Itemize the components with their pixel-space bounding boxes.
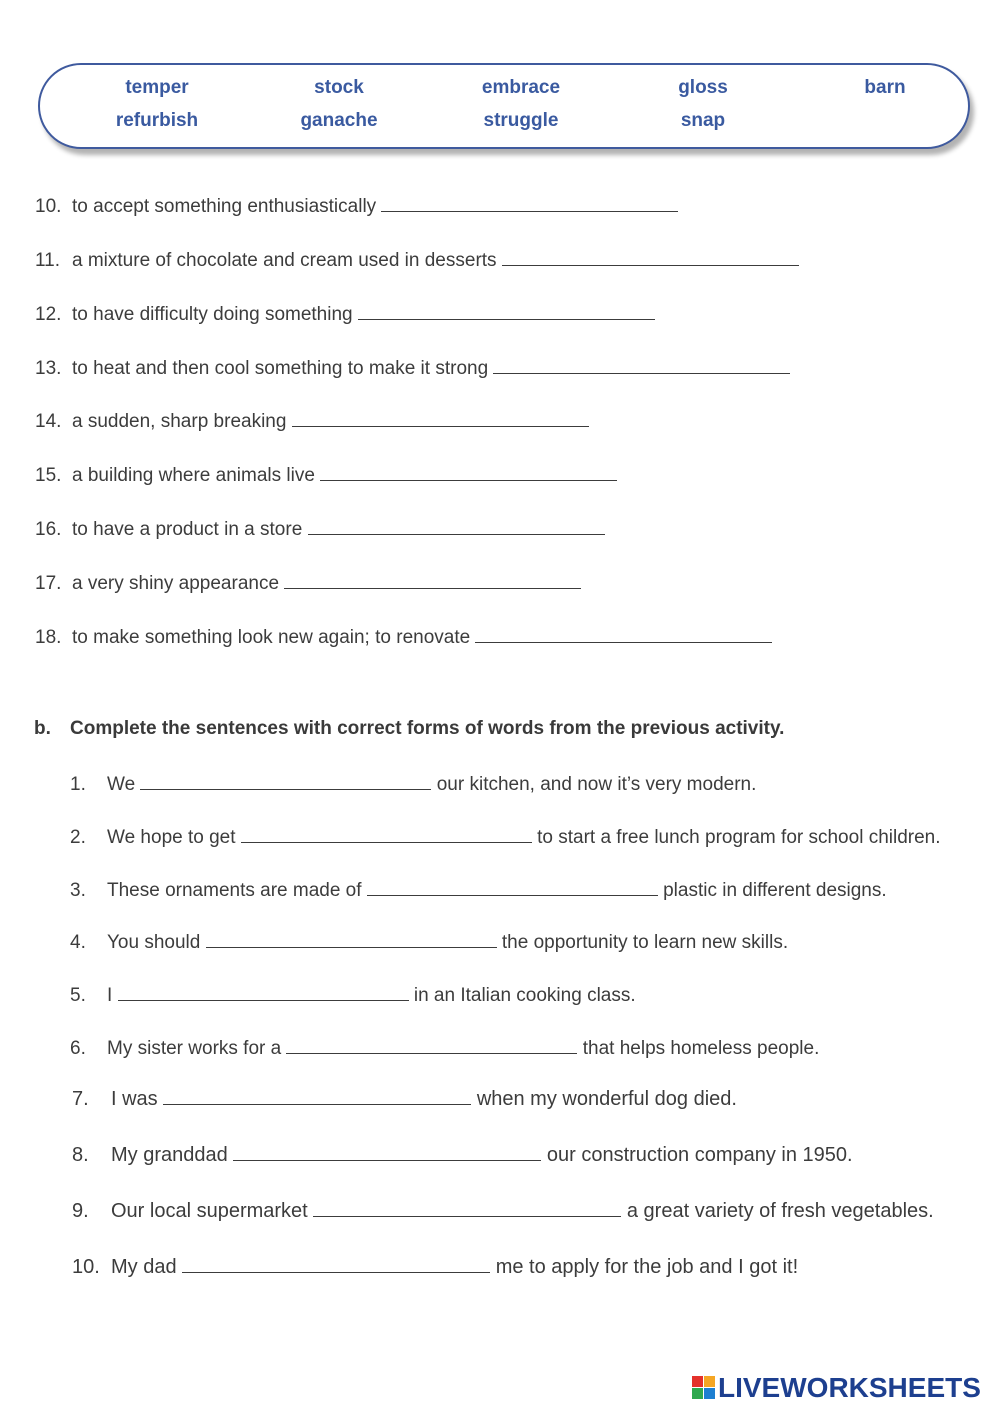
- definition-text: to heat and then cool something to make it strong: [72, 358, 489, 379]
- item-number: 4.: [70, 932, 86, 953]
- answer-blank[interactable]: [313, 1202, 621, 1217]
- sentence-before: My sister works for a: [107, 1038, 282, 1059]
- definition-item: [35, 196, 678, 218]
- definition-text: to have a product in a store: [72, 519, 303, 540]
- item-number: 10.: [72, 1256, 100, 1278]
- answer-blank[interactable]: [241, 828, 532, 843]
- section-b-heading: [34, 718, 784, 740]
- item-number: 3.: [70, 880, 86, 901]
- sentence-before: You should: [107, 932, 201, 953]
- sentence-after: a great variety of fresh vegetables.: [626, 1200, 934, 1222]
- sentence-item: [70, 774, 756, 796]
- sentence-after: the opportunity to learn new skills.: [501, 932, 789, 953]
- answer-blank[interactable]: [292, 412, 589, 427]
- sentence-after: plastic in different designs.: [663, 880, 887, 901]
- answer-blank[interactable]: [233, 1146, 541, 1161]
- word-embrace: embrace: [481, 77, 561, 98]
- item-number: 8.: [72, 1144, 89, 1166]
- definition-text: a very shiny appearance: [72, 573, 280, 594]
- item-number: 14.: [35, 411, 62, 432]
- sentence-item: [70, 1038, 819, 1060]
- item-number: 11.: [35, 250, 61, 271]
- definition-item: [35, 411, 589, 433]
- definition-item: [35, 573, 581, 595]
- sentence-after: to start a free lunch program for school children.: [537, 827, 941, 848]
- sentence-item: [70, 880, 887, 902]
- definition-item: [35, 627, 772, 649]
- sentence-before: We: [107, 774, 136, 795]
- answer-blank[interactable]: [320, 466, 617, 481]
- word-stock: stock: [314, 77, 364, 98]
- answer-blank[interactable]: [475, 628, 772, 643]
- item-number: 10.: [35, 196, 62, 217]
- sentence-item: [72, 1144, 853, 1167]
- sentence-item: [70, 827, 941, 849]
- sentence-item: [72, 1088, 737, 1111]
- answer-blank[interactable]: [308, 520, 605, 535]
- word-ganache: ganache: [300, 110, 378, 131]
- definition-text: to make something look new again; to renovate: [72, 627, 471, 648]
- answer-blank[interactable]: [367, 881, 658, 896]
- sentence-item: [72, 1256, 798, 1279]
- sentence-item: [72, 1200, 934, 1223]
- sentence-after: our kitchen, and now it’s very modern.: [436, 774, 757, 795]
- answer-blank[interactable]: [140, 775, 431, 790]
- item-number: 6.: [70, 1038, 86, 1059]
- sentence-item: [70, 985, 636, 1007]
- answer-blank[interactable]: [206, 933, 497, 948]
- logo-text: LIVEWORKSHEETS: [718, 1372, 981, 1403]
- word-bank-box: [38, 63, 970, 149]
- word-struggle: struggle: [483, 110, 559, 131]
- definition-text: a building where animals live: [72, 465, 315, 486]
- item-number: 16.: [35, 519, 62, 540]
- word-barn: barn: [864, 77, 906, 98]
- word-gloss: gloss: [678, 77, 728, 98]
- answer-blank[interactable]: [182, 1258, 490, 1273]
- item-number: 13.: [35, 358, 62, 379]
- sentence-before: My dad: [111, 1256, 177, 1278]
- definition-item: [35, 465, 617, 487]
- section-letter: b.: [34, 718, 51, 739]
- logo-mark-icon: [692, 1376, 716, 1400]
- definition-item: [35, 304, 655, 326]
- answer-blank[interactable]: [493, 359, 790, 374]
- definition-item: [35, 250, 799, 272]
- answer-blank[interactable]: [163, 1090, 471, 1105]
- sentence-before: Our local supermarket: [111, 1200, 308, 1222]
- sentence-after: in an Italian cooking class.: [413, 985, 636, 1006]
- definition-item: [35, 358, 790, 380]
- answer-blank[interactable]: [118, 986, 409, 1001]
- sentence-item: [70, 932, 788, 954]
- sentence-before: We hope to get: [107, 827, 236, 848]
- definition-item: [35, 519, 605, 541]
- sentence-after: when my wonderful dog died.: [476, 1088, 737, 1110]
- item-number: 7.: [72, 1088, 89, 1110]
- liveworksheets-logo: [692, 1372, 981, 1402]
- sentence-before: I: [107, 985, 113, 1006]
- sentence-before: These ornaments are made of: [107, 880, 362, 901]
- item-number: 12.: [35, 304, 62, 325]
- answer-blank[interactable]: [381, 197, 678, 212]
- item-number: 2.: [70, 827, 86, 848]
- item-number: 15.: [35, 465, 62, 486]
- item-number: 5.: [70, 985, 86, 1006]
- sentence-after: our construction company in 1950.: [546, 1144, 853, 1166]
- sentence-before: My granddad: [111, 1144, 228, 1166]
- word-snap: snap: [680, 110, 726, 131]
- definition-text: a mixture of chocolate and cream used in desserts: [72, 250, 497, 271]
- item-number: 18.: [35, 627, 62, 648]
- answer-blank[interactable]: [286, 1039, 577, 1054]
- sentence-before: I was: [111, 1088, 158, 1110]
- item-number: 17.: [35, 573, 62, 594]
- sentence-after: that helps homeless people.: [582, 1038, 820, 1059]
- answer-blank[interactable]: [502, 251, 799, 266]
- definition-text: to have difficulty doing something: [72, 304, 353, 325]
- answer-blank[interactable]: [358, 305, 655, 320]
- sentence-after: me to apply for the job and I got it!: [495, 1256, 799, 1278]
- definition-text: a sudden, sharp breaking: [72, 411, 287, 432]
- definition-text: to accept something enthusiastically: [72, 196, 377, 217]
- word-refurbish: refurbish: [115, 110, 199, 131]
- item-number: 9.: [72, 1200, 89, 1222]
- section-instruction: Complete the sentences with correct forms of words from the previous activity.: [70, 718, 785, 739]
- word-temper: temper: [125, 77, 189, 98]
- item-number: 1.: [70, 774, 86, 795]
- answer-blank[interactable]: [284, 574, 581, 589]
